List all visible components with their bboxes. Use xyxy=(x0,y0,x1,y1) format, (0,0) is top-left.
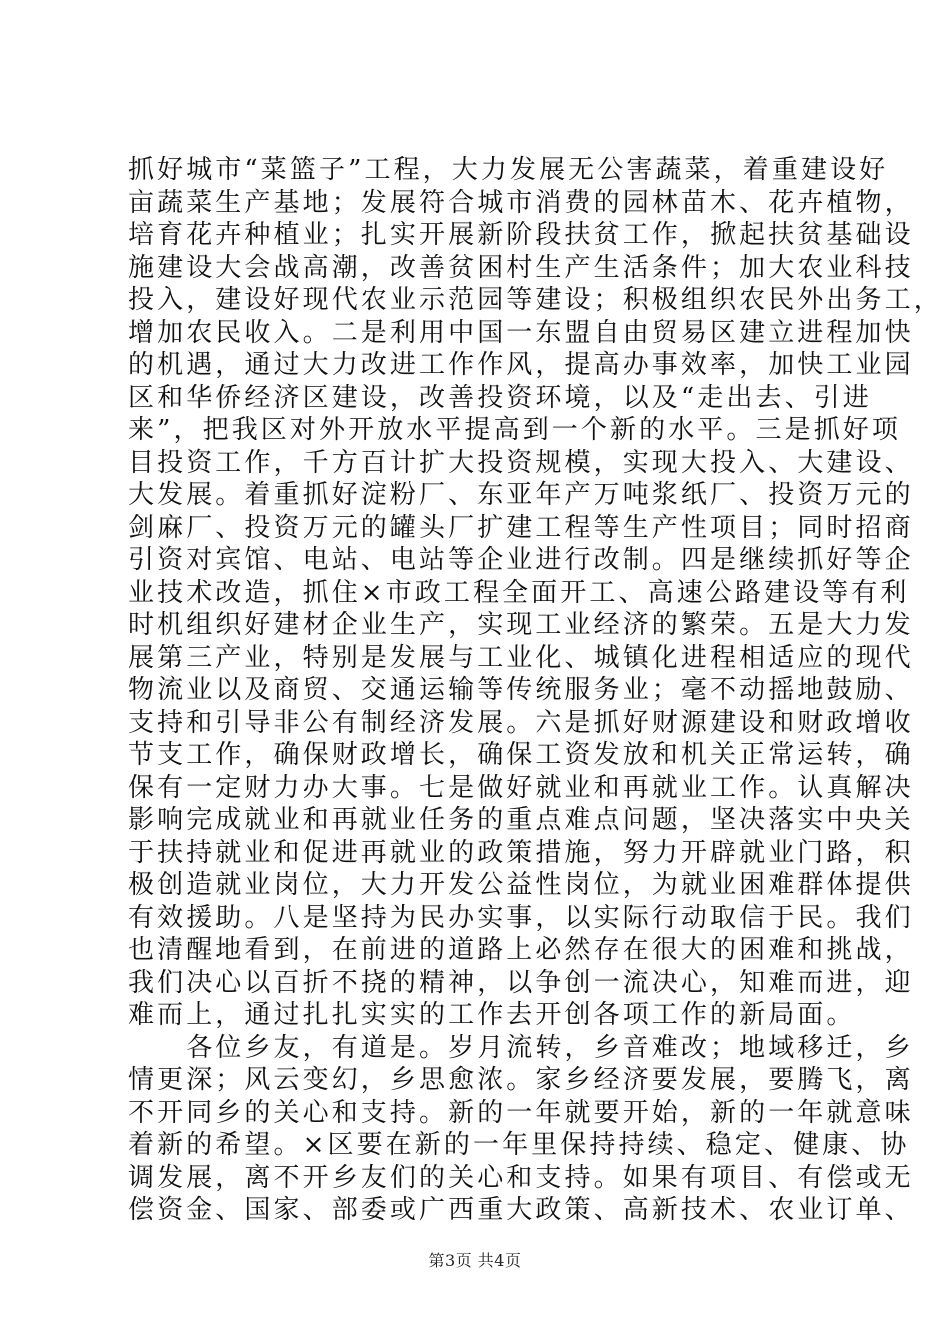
text-line: 极创造就业岗位，大力开发公益性岗位，为就业困难群体提供 xyxy=(128,870,914,900)
body-text xyxy=(128,154,943,1227)
page-number-footer: 第3页 共4页 xyxy=(428,1251,522,1270)
text-line: 保有一定财力办大事。七是做好就业和再就业工作。认真解决 xyxy=(128,772,914,803)
text-line: 影响完成就业和再就业任务的重点难点问题，坚决落实中央关 xyxy=(128,805,914,835)
text-line: 也清醒地看到，在前进的道路上必然存在很大的困难和挑战， xyxy=(128,935,914,965)
text-line: 投入，建设好现代农业示范园等建设；积极组织农民外出务工， xyxy=(128,285,943,315)
text-line: 展第三产业，特别是发展与工业化、城镇化进程相适应的现代 xyxy=(128,642,914,673)
text-line: 抓好城市“菜篮子”工程，大力发展无公害蔬菜，着重建设好 xyxy=(128,155,889,185)
text-line: 剑麻厂、投资万元的罐头厂扩建工程等生产性项目；同时招商 xyxy=(128,512,914,543)
text-line: 我们决心以百折不挠的精神，以争创一流决心，知难而进，迎 xyxy=(128,967,914,998)
text-line: 物流业以及商贸、交通运输等传统服务业；毫不动摇地鼓励、 xyxy=(128,675,914,705)
text-line: 时机组织好建材企业生产，实现工业经济的繁荣。五是大力发 xyxy=(128,610,914,640)
text-line: 引资对宾馆、电站、电站等企业进行改制。四是继续抓好等企 xyxy=(128,545,914,575)
text-line: 区和华侨经济区建设，改善投资环境，以及“走出去、引进 xyxy=(128,382,872,413)
text-line: 支持和引导非公有制经济发展。六是抓好财源建设和财政增收 xyxy=(128,707,914,738)
text-line: 情更深；风云变幻，乡思愈浓。家乡经济要发展，要腾飞，离 xyxy=(128,1065,914,1095)
text-line: 有效援助。八是坚持为民办实事，以实际行动取信于民。我们 xyxy=(128,902,914,933)
text-line: 于扶持就业和促进再就业的政策措施，努力开辟就业门路，积 xyxy=(128,837,914,868)
text-line: 业技术改造，抓住×市政工程全面开工、高速公路建设等有利 xyxy=(128,577,910,608)
text-line: 培育花卉种植业；扎实开展新阶段扶贫工作，掀起扶贫基础设 xyxy=(128,220,914,250)
text-line: 偿资金、国家、部委或广西重大政策、高新技术、农业订单、 xyxy=(128,1195,914,1225)
text-line: 来”，把我区对外开放水平提高到一个新的水平。三是抓好项 xyxy=(128,415,901,445)
text-line: 节支工作，确保财政增长，确保工资发放和机关正常运转，确 xyxy=(128,740,914,770)
text-line: 各位乡友，有道是。岁月流转，乡音难改；地域移迁，乡 xyxy=(128,1032,914,1063)
text-line: 施建设大会战高潮，改善贫困村生产生活条件；加大农业科技 xyxy=(128,252,914,283)
text-line: 增加农民收入。二是利用中国一东盟自由贸易区建立进程加快 xyxy=(128,317,914,348)
text-line: 着新的希望。×区要在新的一年里保持持续、稳定、健康、协 xyxy=(128,1130,910,1160)
text-line: 难而上，通过扎扎实实的工作去开创各项工作的新局面。 xyxy=(128,1000,856,1030)
text-line: 亩蔬菜生产基地；发展符合城市消费的园林苗木、花卉植物， xyxy=(128,187,914,218)
text-line: 调发展，离不开乡友们的关心和支持。如果有项目、有偿或无 xyxy=(128,1162,914,1193)
text-line: 的机遇，通过大力改进工作作风，提高办事效率，加快工业园 xyxy=(128,350,914,380)
text-line: 大发展。着重抓好淀粉厂、东亚年产万吨浆纸厂、投资万元的 xyxy=(128,480,914,510)
text-line: 目投资工作，千方百计扩大投资规模，实现大投入、大建设、 xyxy=(128,447,914,478)
text-line: 不开同乡的关心和支持。新的一年就要开始，新的一年就意味 xyxy=(128,1097,914,1128)
